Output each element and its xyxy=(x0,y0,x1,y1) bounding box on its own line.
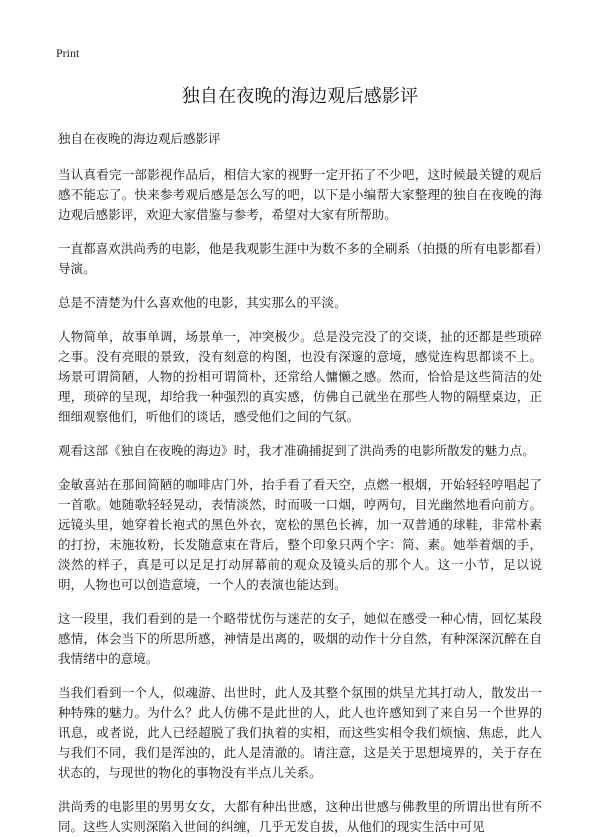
article-title: 独自在夜晚的海边观后感影评 xyxy=(181,86,419,107)
article-content xyxy=(58,85,542,837)
paragraph-4: 人物简单，故事单调，场景单一，冲突极少。总是没完没了的交谈，扯的还都是些琐碎之事。没有亮眼的景致，没有刻意的构图，也没有深邃的意境，感觉连构思都谈不上。场景可谓简陋，人物的扮相可谓简朴，还常给人慵懒之感。然而，恰恰是这些简洁的处理，琐碎的呈现，却给我一种强烈的真实感，仿佛自己就坐在那些人物的隔壁桌边，正细细观察他们，听他们的谈话，感受他们之间的气氛。 xyxy=(58,328,542,424)
paragraph-2: 一直都喜欢洪尚秀的电影，他是我观影生涯中为数不多的全刷系（拍摄的所有电影都看）导演。 xyxy=(58,240,542,276)
paragraph-3: 总是不清楚为什么喜欢他的电影，其实那么的平淡。 xyxy=(58,294,347,310)
paragraph-1: 当认真看完一部影视作品后，相信大家的视野一定开拓了不少吧，这时候最关键的观后感不能忘了。快来参考观后感是怎么写的吧，以下是小编帮大家整理的独自在夜晚的海边观后感影评，欢迎大家借鉴与参考，希望对大家有所帮助。 xyxy=(58,166,542,222)
paragraph-6: 金敏喜站在那间简陋的咖啡店门外，抬手看了看天空，点燃一根烟，开始轻轻哼唱起了一首歌。她随歌轻轻晃动，表情淡然，时而吸一口烟，哼两句，目光幽然地看向前方。远镜头里，她穿着长袍式的黑色外衣，宽松的黑色长裤，加一双普通的球鞋，非常朴素的打扮，未施妆粉，长发随意束在背后，整个印象只两个字：简、素。她举着烟的手，淡然的样子，真是可以足足打动屏幕前的观众及镜头后的那个人。这一小节，足以说明，人物也可以创造意境，一个人的表演也能达到。 xyxy=(58,476,542,592)
paragraph-7: 这一段里，我们看到的是一个略带忧伤与迷茫的女子，她似在感受一种心情，回忆某段感情，体会当下的所思所感，神情是出离的，吸烟的动作十分自然，有种深深沉醉在自我情绪中的意境。 xyxy=(58,610,542,666)
paragraph-8: 当我们看到一个人，似魂游、出世时，此人及其整个氛围的烘呈尤其打动人，散发出一种特殊的魅力。为什么？此人仿佛不是此世的人，此人也许感知到了来自另一个世界的讯息，或者说，此人已经超脱了我们执着的实相，而这些实相令我们烦恼、焦虑，此人与我们不同，我们是浑浊的，此人是清澈的。请注意，这是关于思想境界的，关于存在状态的，与现世的物化的事物没有半点儿关系。 xyxy=(58,684,542,780)
paragraph-9: 洪尚秀的电影里的男男女女，大都有种出世感，这种出世感与佛教里的所谓出世有所不同。这些人实则深陷入世间的纠缠，几乎无发自拔，从他们的现实生活中可见 xyxy=(58,798,542,834)
print-link[interactable]: Print xyxy=(56,46,80,60)
paragraph-5: 观看这部《独自在夜晚的海边》时，我才准确捕捉到了洪尚秀的电影所散发的魅力点。 xyxy=(58,442,535,458)
article-subtitle: 独自在夜晚的海边观后感影评 xyxy=(58,131,221,147)
